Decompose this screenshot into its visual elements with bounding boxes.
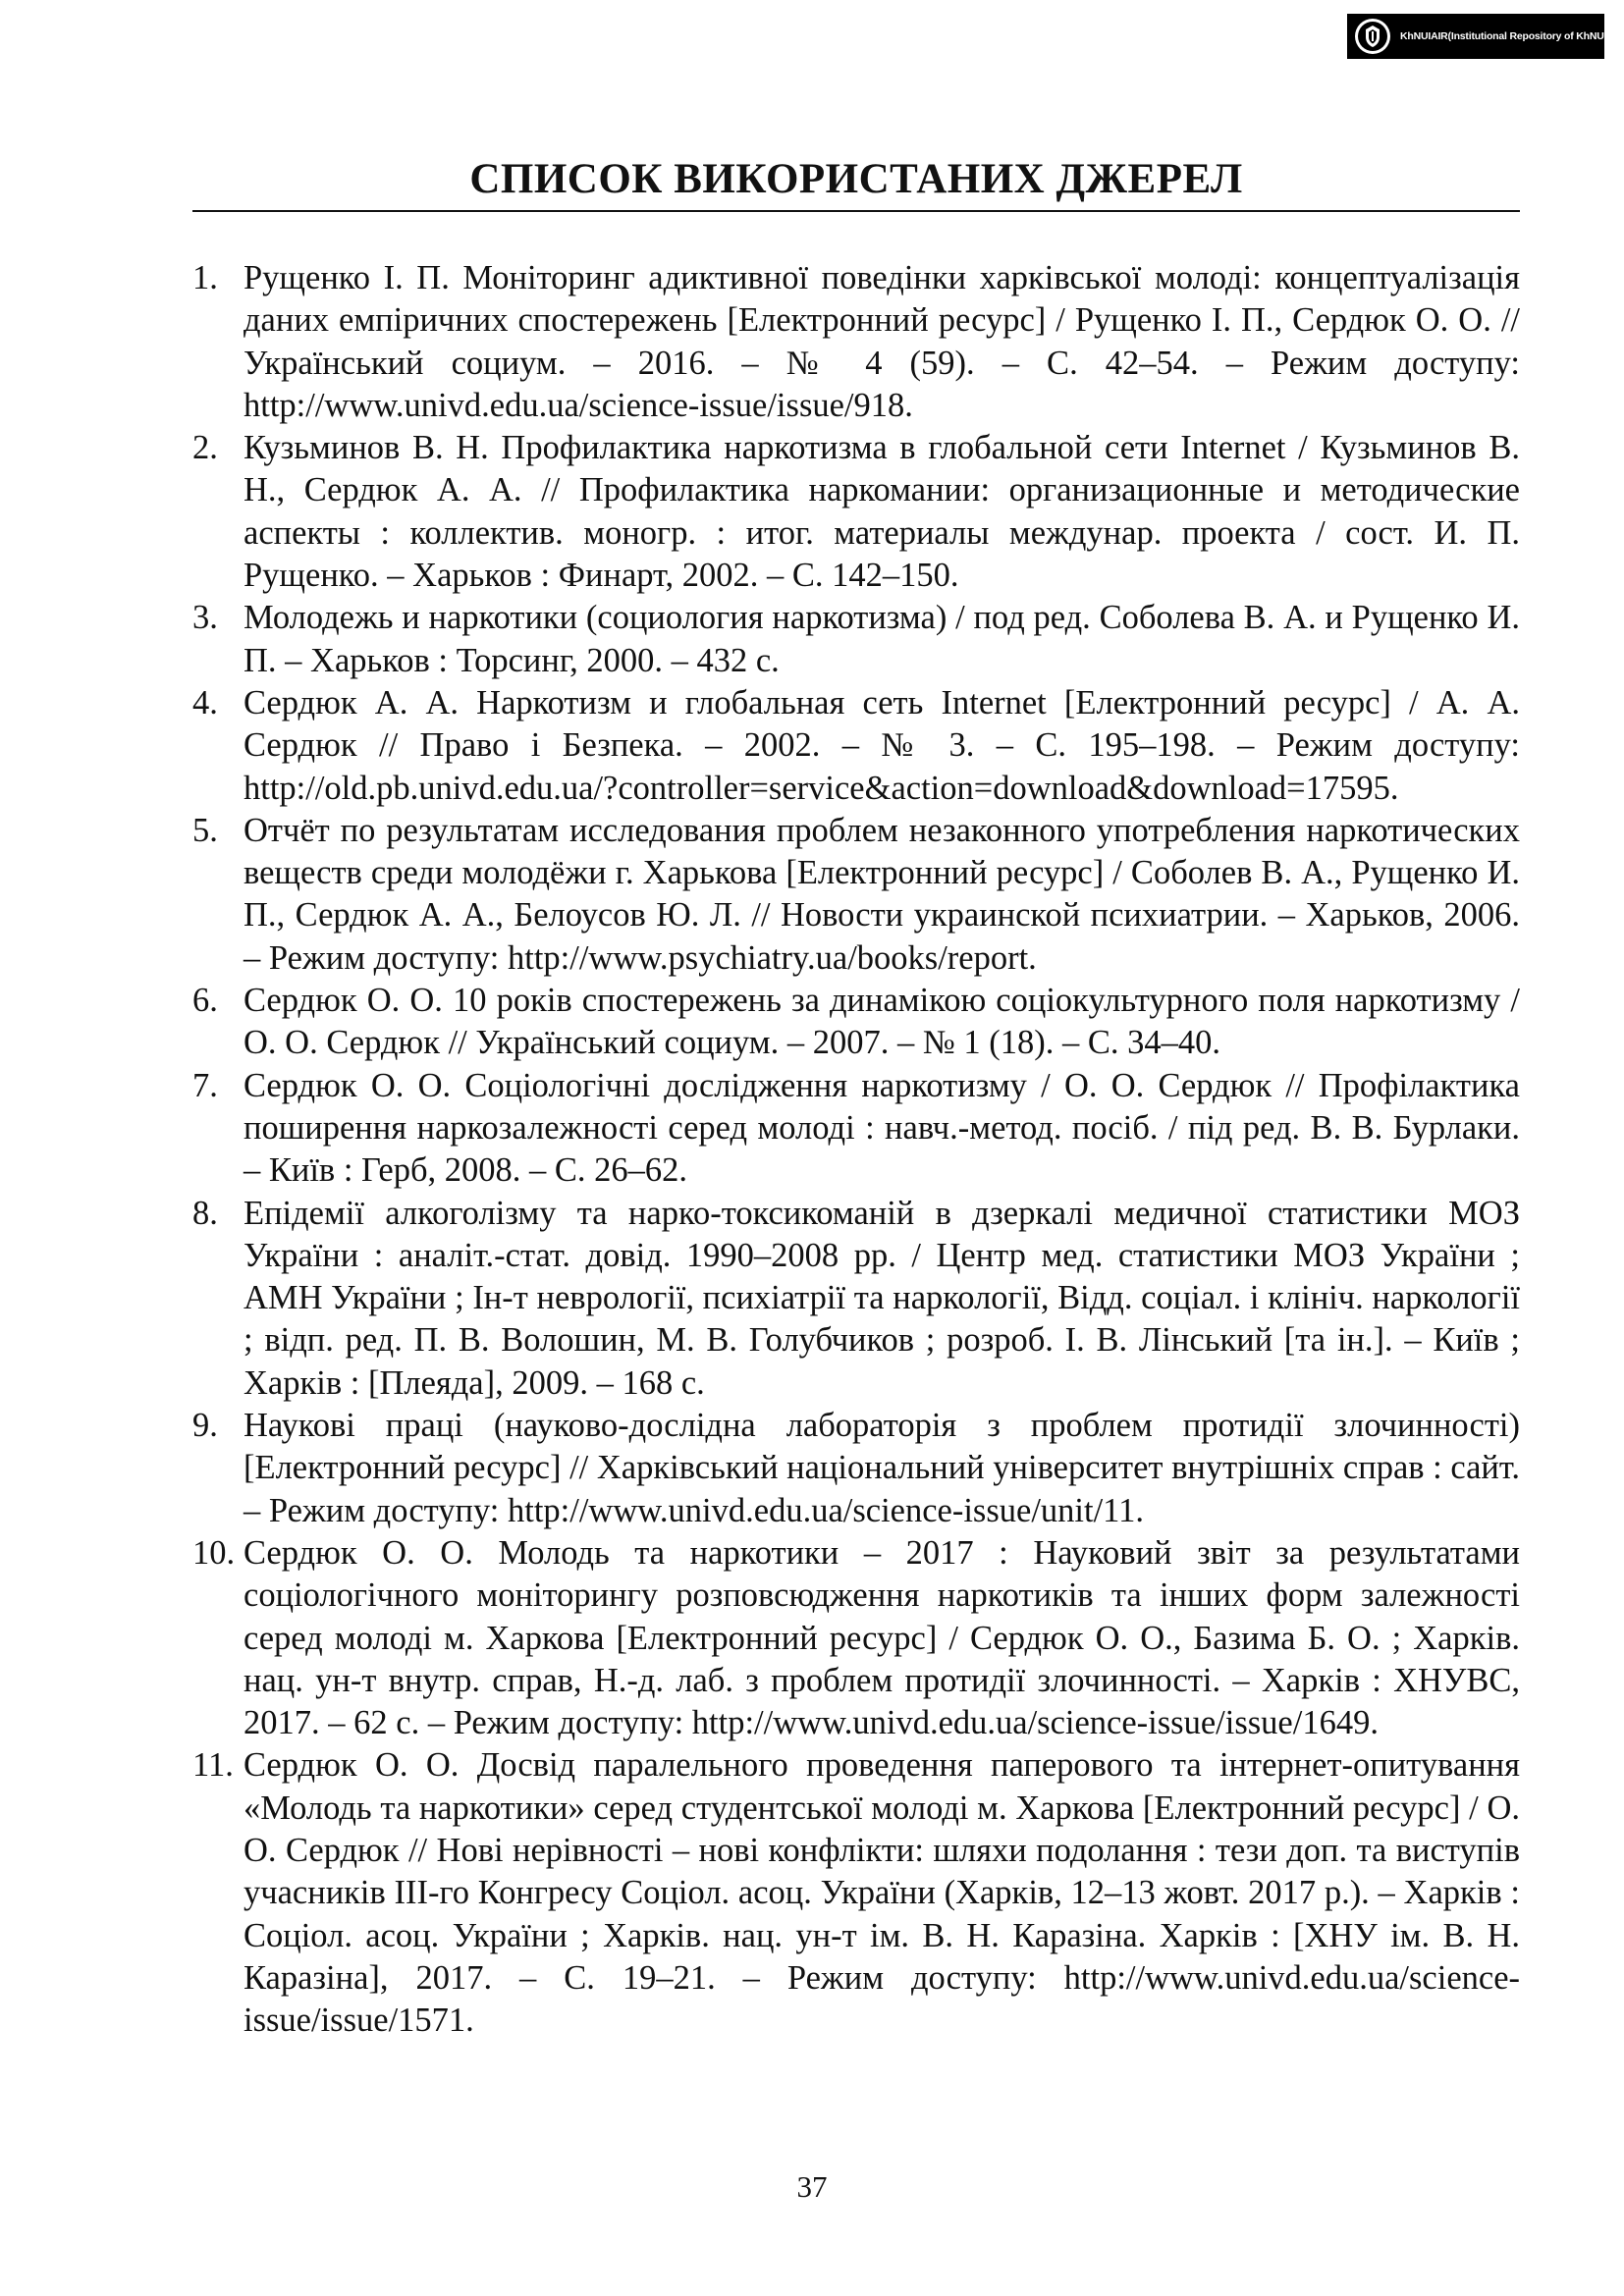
reference-item: [192, 597, 1520, 682]
reference-number: 10.: [192, 1533, 236, 1572]
reference-text: Молодежь и наркотики (социология наркотизма) / под ред. Соболева В. А. и Рущенко И. П. – Харьков : Торсинг, 2000. – 432 с.: [244, 599, 1520, 679]
reference-text: Епідемії алкоголізму та нарко-токсикоманій в дзеркалі медичної статистики МОЗ України : аналіт.-стат. довід. 1990–2008 рр. / Центр мед. статистики МОЗ України ; АМН України ; Ін-т неврології, психіатрії та наркології, Відд. соціал. і клініч. наркології ; відп. ред. П. В. Волошин, М. В. Голубчиков ; розроб. І. В. Лінський [та ін.]. – Київ ; Харків : [Плеяда], 2009. – 168 с.: [244, 1194, 1520, 1402]
reference-number: 5.: [192, 811, 218, 849]
reference-item: [192, 1065, 1520, 1193]
repository-label: KhNUIAIR(Institutional Repository of KhNUIA): [1400, 30, 1618, 42]
reference-item: [192, 682, 1520, 810]
reference-number: 9.: [192, 1407, 218, 1445]
reference-item: [192, 1193, 1520, 1405]
reference-text: Кузьминов В. Н. Профилактика наркотизма в глобальной сети Internet / Кузьминов В. Н., Сердюк А. А. // Профилактика наркомании: организационные и методические аспекты : коллектив. моногр. : итог. материалы междунар. проекта / сост. И. П. Рущенко. – Харьков : Финарт, 2002. – С. 142–150.: [244, 429, 1520, 595]
university-emblem-icon: [1353, 17, 1392, 56]
reference-item: [192, 1744, 1520, 2042]
reference-number: 6.: [192, 982, 218, 1020]
reference-text: Сердюк О. О. Молодь та наркотики – 2017 : Науковий звіт за результатами соціологічного моніторингу розповсюдження наркотиків та інших форм залежності серед молоді м. Харкова [Електронний ресурс] / Сердюк О. О., Базима Б. О. ; Харків. нац. ун-т внутр. справ, Н.-д. лаб. з проблем протидії злочинності. – Харків : ХНУВС, 2017. – 62 с. – Режим доступу: http://www.univd.edu.ua/science-issue/issue/1649.: [244, 1533, 1520, 1742]
reference-item: [192, 980, 1520, 1065]
reference-item: [192, 257, 1520, 427]
reference-text: Сердюк О. О. Соціологічні дослідження наркотизму / О. О. Сердюк // Профілактика поширення наркозалежності серед молоді : навч.-метод. посіб. / під ред. В. В. Бурлаки. – Київ : Герб, 2008. – С. 26–62.: [244, 1066, 1520, 1190]
reference-list: [192, 257, 1520, 2042]
reference-item: [192, 427, 1520, 597]
reference-text: Наукові праці (науково-дослідна лабораторія з проблем протидії злочинності) [Електронний ресурс] // Харківський національний університет внутрішніх справ : сайт. – Режим доступу: http://www.univd.edu.ua/science-issue/unit/11.: [244, 1407, 1520, 1529]
reference-text: Сердюк О. О. Досвід паралельного проведення паперового та інтернет-опитування «Молодь та наркотики» серед студентської молоді м. Харкова [Електронний ресурс] / О. О. Сердюк // Нові нерівності – нові конфлікти: шляхи подолання : тези доп. та виступів учасників ІІІ-го Конгресу Соціол. асоц. України (Харків, 12–13 жовт. 2017 р.). – Харків : Соціол. асоц. України ; Харків. нац. ун-т ім. В. Н. Каразіна. Харків : [ХНУ ім. В. Н. Каразіна], 2017. – С. 19–21. – Режим доступу: http://www.univd.edu.ua/science-issue/issue/1571.: [244, 1746, 1520, 2040]
page-title: СПИСОК ВИКОРИСТАНИХ ДЖЕРЕЛ: [469, 156, 1243, 202]
reference-item: [192, 1532, 1520, 1744]
repository-badge: [1347, 14, 1618, 59]
reference-number: 7.: [192, 1066, 218, 1104]
reference-text: Рущенко І. П. Моніторинг адиктивної поведінки харківської молоді: концептуалізація даних емпіричних спостережень [Електронний ресурс] / Рущенко І. П., Сердюк О. О. // Український социум. – 2016. – № 4 (59). – С. 42–54. – Режим доступу: http://www.univd.edu.ua/science-issue/issue/918.: [244, 259, 1520, 424]
reference-text: Отчёт по результатам исследования проблем незаконного употребления наркотических веществ среди молодёжи г. Харькова [Електронний ресурс] / Соболев В. А., Рущенко И. П., Сердюк А. А., Белоусов Ю. Л. // Новости украинской психиатрии. – Харьков, 2006. – Режим доступу: http://www.psychiatry.ua/books/report.: [244, 811, 1520, 977]
reference-number: 2.: [192, 429, 218, 467]
reference-item: [192, 1405, 1520, 1532]
reference-text: Сердюк А. А. Наркотизм и глобальная сеть Internet [Електронний ресурс] / А. А. Сердюк // Право і Безпека. – 2002. – № 3. – С. 195–198. – Режим доступу: http://old.pb.univd.edu.ua/?controller=service&action=download&download=17595.: [244, 683, 1520, 807]
reference-number: 3.: [192, 599, 218, 637]
reference-number: 1.: [192, 259, 218, 296]
reference-number: 11.: [192, 1746, 234, 1785]
title-underline: [192, 210, 1520, 212]
reference-number: 4.: [192, 683, 218, 721]
reference-number: 8.: [192, 1194, 218, 1232]
page-number: 37: [796, 2169, 828, 2204]
reference-item: [192, 810, 1520, 980]
reference-text: Сердюк О. О. 10 років спостережень за динамікою соціокультурного поля наркотизму / О. О. Сердюк // Український социум. – 2007. – № 1 (18). – С. 34–40.: [244, 982, 1520, 1062]
